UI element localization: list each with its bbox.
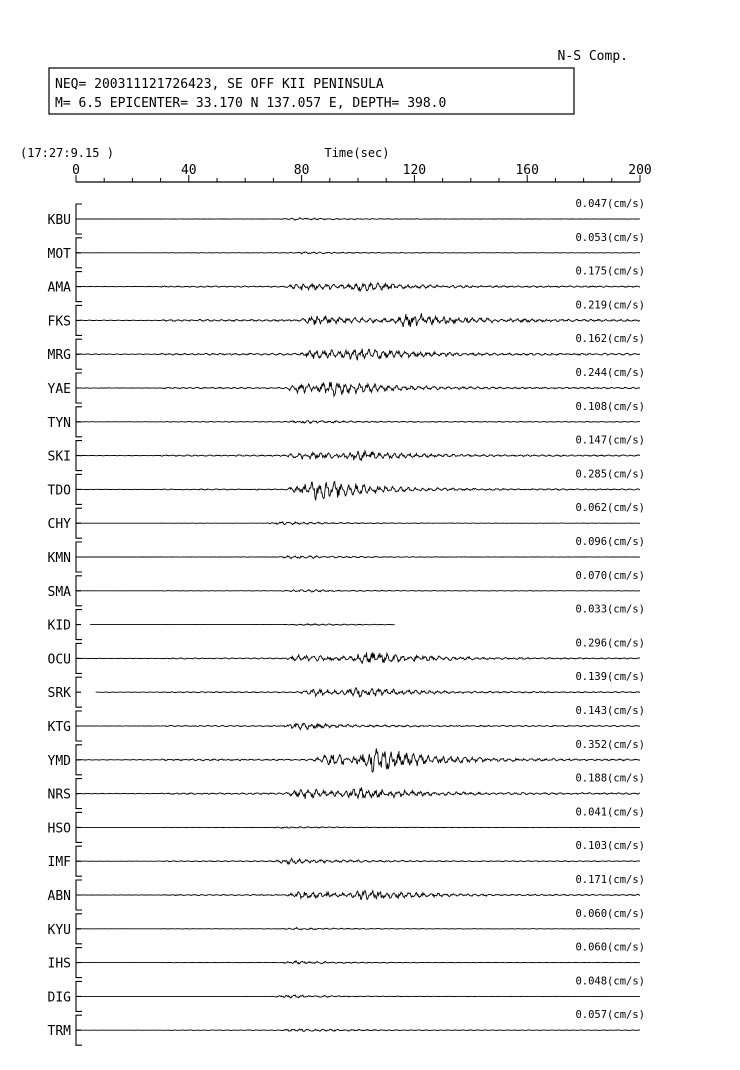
waveform-trace [76, 313, 640, 327]
station-row-ocu [48, 637, 645, 673]
station-label: SKI [47, 449, 71, 465]
amplitude-label: 0.285(cm/s) [575, 468, 645, 481]
station-traces [48, 198, 645, 1045]
amplitude-label: 0.062(cm/s) [575, 502, 645, 515]
station-row-dig [48, 975, 645, 1011]
station-label: MRG [47, 348, 71, 364]
x-tick-label: 40 [180, 163, 197, 178]
station-label: TRM [47, 1024, 71, 1040]
waveform-trace [76, 858, 640, 864]
time-axis [72, 163, 652, 182]
station-row-mrg [48, 333, 645, 369]
amplitude-label: 0.103(cm/s) [575, 840, 645, 853]
x-tick-label: 80 [293, 163, 310, 178]
amplitude-label: 0.108(cm/s) [575, 400, 645, 413]
x-tick-label: 200 [628, 163, 652, 178]
station-label: KMN [47, 551, 71, 566]
amplitude-label: 0.041(cm/s) [575, 806, 645, 819]
station-label: CHY [47, 517, 71, 533]
station-label: ABN [47, 889, 71, 904]
waveform-trace [76, 723, 640, 729]
waveform-trace [76, 556, 640, 559]
station-row-srk [48, 671, 645, 707]
station-label: MOT [47, 246, 71, 262]
amplitude-label: 0.219(cm/s) [575, 299, 645, 312]
amplitude-label: 0.057(cm/s) [575, 1009, 645, 1022]
station-row-hso [48, 806, 645, 842]
waveform-trace [76, 827, 640, 829]
x-tick-label: 160 [515, 163, 539, 178]
waveform-trace [76, 652, 640, 664]
station-row-kid [48, 604, 645, 640]
waveform-trace [76, 451, 640, 461]
station-label: AMA [47, 280, 71, 296]
amplitude-label: 0.143(cm/s) [575, 705, 645, 717]
station-row-kmn [48, 536, 645, 572]
amplitude-label: 0.047(cm/s) [575, 198, 645, 210]
station-label: SMA [47, 584, 71, 600]
event-info-line2: M= 6.5 EPICENTER= 33.170 N 137.057 E, DEPTH= 398.0 [55, 96, 447, 111]
station-row-chy [48, 502, 645, 538]
amplitude-label: 0.060(cm/s) [575, 907, 645, 920]
waveform-trace [76, 252, 640, 254]
station-label: KBU [47, 213, 71, 228]
component-label: N-S Comp. [557, 49, 628, 64]
amplitude-label: 0.175(cm/s) [575, 265, 645, 278]
amplitude-label: 0.147(cm/s) [575, 434, 645, 447]
station-label: IHS [47, 956, 71, 972]
station-label: YMD [47, 753, 71, 769]
amplitude-label: 0.033(cm/s) [575, 603, 645, 616]
station-label: DIG [47, 990, 71, 1006]
amplitude-label: 0.139(cm/s) [575, 671, 645, 684]
waveform-trace [76, 961, 640, 964]
waveform-trace [76, 283, 640, 291]
station-label: FKS [47, 314, 71, 330]
waveform-trace [76, 788, 640, 799]
station-row-kyu [48, 908, 645, 944]
station-row-trm [48, 1009, 645, 1045]
waveform-trace [96, 688, 640, 697]
station-row-sma [48, 570, 645, 606]
amplitude-label: 0.162(cm/s) [575, 333, 645, 346]
amplitude-label: 0.053(cm/s) [575, 231, 645, 244]
station-row-ymd [48, 739, 645, 775]
amplitude-label: 0.296(cm/s) [575, 637, 645, 650]
station-label: YAE [47, 382, 71, 397]
x-axis-title: Time(sec) [324, 146, 390, 160]
station-label: SRK [47, 686, 71, 702]
station-row-tyn [48, 401, 645, 437]
waveform-trace [76, 928, 640, 930]
waveform-trace [90, 624, 395, 626]
station-row-mot [48, 232, 645, 268]
waveform-trace [76, 382, 640, 396]
station-bracket [76, 677, 82, 707]
waveform-trace [76, 349, 640, 361]
waveform-trace [76, 482, 640, 501]
station-row-ama [48, 266, 645, 302]
station-label: KTG [47, 720, 71, 735]
amplitude-label: 0.244(cm/s) [575, 367, 645, 379]
station-label: TDO [47, 483, 71, 499]
amplitude-label: 0.171(cm/s) [575, 874, 645, 886]
waveform-trace [76, 522, 640, 525]
waveform-trace [76, 1029, 640, 1031]
station-row-ski [48, 435, 645, 471]
station-label: NRS [47, 787, 71, 803]
amplitude-label: 0.352(cm/s) [575, 738, 645, 751]
station-row-ihs [48, 942, 645, 978]
station-row-ktg [48, 705, 645, 741]
event-info-line1: NEQ= 200311121726423, SE OFF KII PENINSULA [55, 77, 384, 92]
station-row-kbu [48, 198, 645, 234]
station-row-tdo [48, 468, 645, 504]
start-time-label: (17:27:9.15 ) [20, 146, 114, 160]
station-label: HSO [47, 821, 71, 837]
amplitude-label: 0.188(cm/s) [575, 772, 645, 785]
station-bracket [76, 610, 82, 640]
station-label: OCU [47, 652, 71, 668]
waveform-trace [76, 590, 640, 592]
station-row-yae [48, 367, 645, 403]
waveform-trace [76, 891, 640, 900]
station-label: KYU [47, 922, 71, 938]
station-label: KID [47, 618, 71, 634]
waveform-trace [76, 748, 640, 772]
station-row-nrs [48, 773, 645, 809]
station-row-imf [48, 840, 645, 876]
amplitude-label: 0.096(cm/s) [575, 536, 645, 548]
amplitude-label: 0.060(cm/s) [575, 941, 645, 954]
waveform-trace [76, 218, 640, 220]
x-tick-label: 120 [402, 163, 427, 178]
amplitude-label: 0.070(cm/s) [575, 569, 645, 582]
waveform-trace [76, 995, 640, 998]
station-label: IMF [47, 855, 71, 871]
amplitude-label: 0.048(cm/s) [575, 975, 645, 988]
station-row-fks [48, 299, 645, 335]
station-label: TYN [47, 415, 71, 431]
waveform-trace [76, 421, 640, 424]
station-row-abn [48, 874, 645, 910]
x-tick-label: 0 [72, 163, 80, 178]
